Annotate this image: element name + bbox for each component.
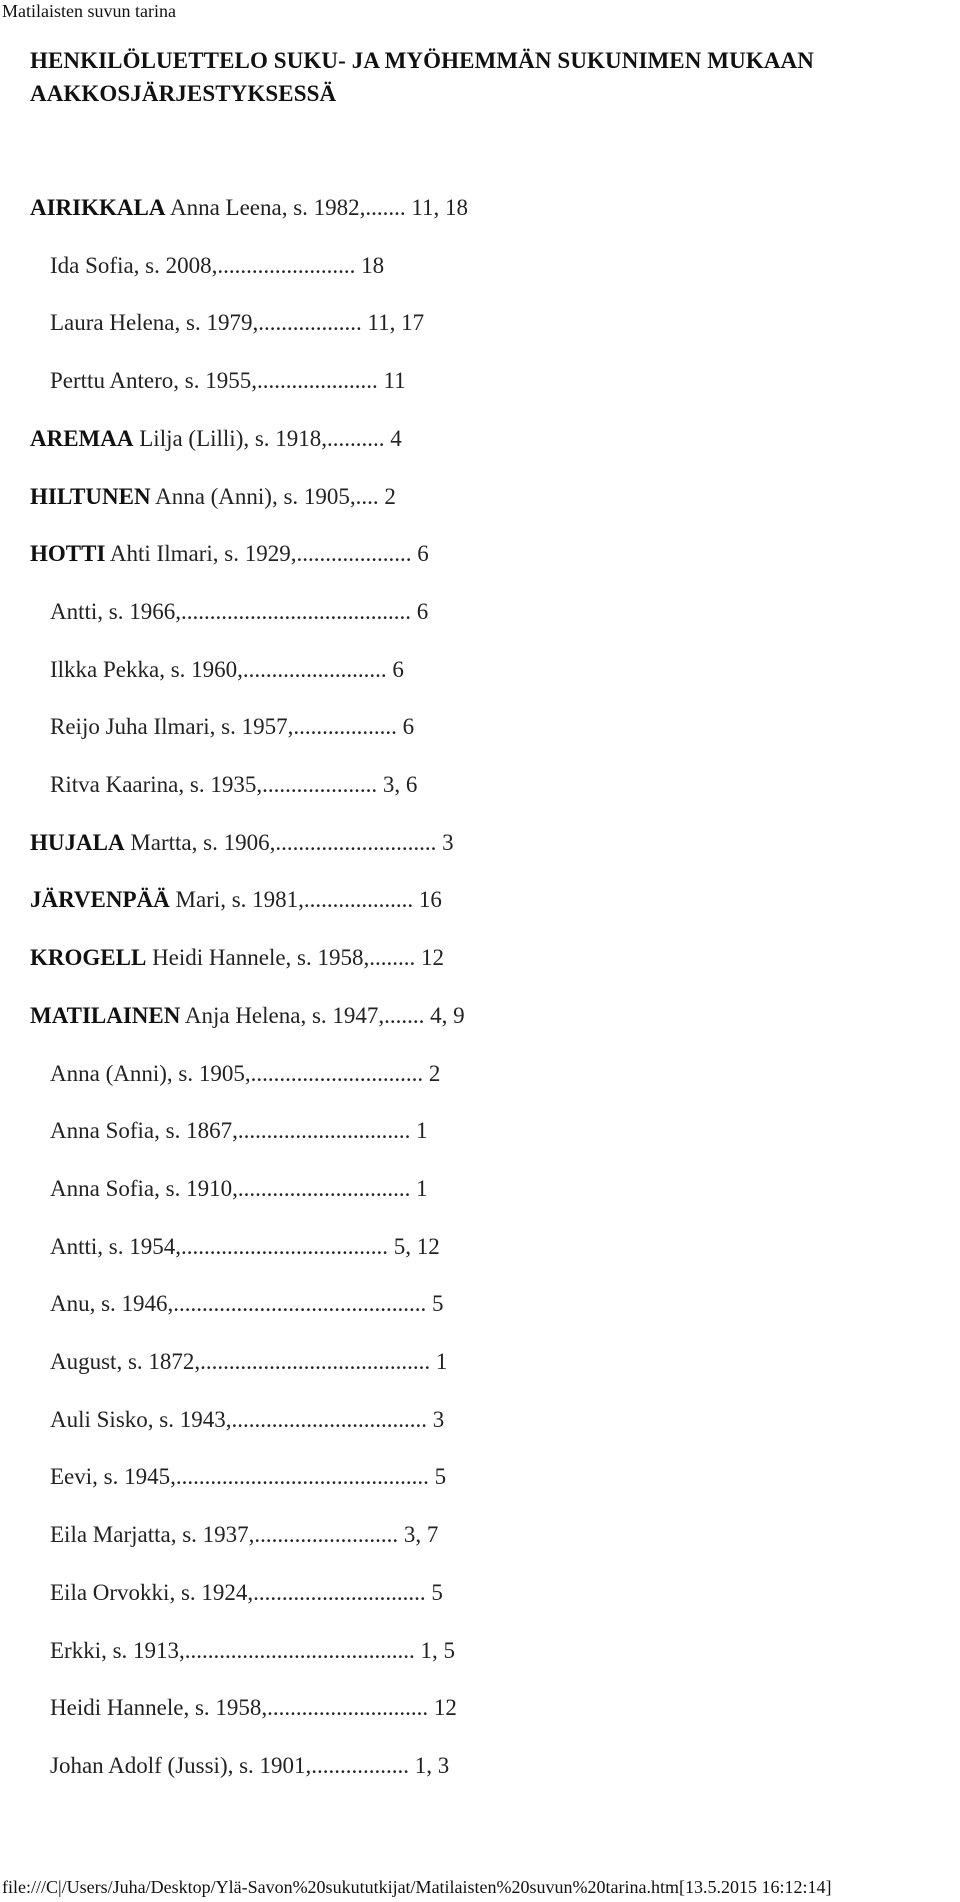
entry-details: Eevi, s. 1945,............................................ 5 — [50, 1464, 447, 1489]
index-entry — [50, 1059, 440, 1089]
index-entry — [50, 366, 406, 396]
entry-details: Mari, s. 1981,................... 16 — [175, 887, 442, 912]
index-entry-surname-group — [30, 539, 429, 569]
page-title — [30, 44, 814, 110]
index-entry — [50, 655, 404, 685]
entry-surname: JÄRVENPÄÄ — [30, 887, 170, 912]
entry-surname: HUJALA — [30, 830, 125, 855]
entry-details: Ahti Ilmari, s. 1929,.................... 6 — [109, 541, 429, 566]
entry-details: Anna (Anni), s. 1905,.... 2 — [155, 484, 396, 509]
entry-details: Eila Orvokki, s. 1924,.............................. 5 — [50, 1580, 443, 1605]
entry-details: Antti, s. 1954,.................................... 5, 12 — [50, 1234, 440, 1259]
page-header: Matilaisten suvun tarina — [2, 1, 176, 21]
entry-surname: KROGELL — [30, 945, 147, 970]
index-entry — [50, 1520, 438, 1550]
entry-details: Anna Sofia, s. 1867,.............................. 1 — [50, 1118, 428, 1143]
index-entry — [50, 1462, 446, 1492]
entry-details: Lilja (Lilli), s. 1918,.......... 4 — [139, 426, 402, 451]
index-entry — [50, 1636, 455, 1666]
page-title-line-1: HENKILÖLUETTELO SUKU- JA MYÖHEMMÄN SUKUNIMEN MUKAAN — [30, 48, 814, 73]
index-entry — [50, 1405, 444, 1435]
entry-details: Heidi Hannele, s. 1958,............................ 12 — [50, 1695, 457, 1720]
index-entry — [50, 1116, 428, 1146]
entry-details: Anja Helena, s. 1947,....... 4, 9 — [184, 1003, 465, 1028]
index-entry — [50, 712, 414, 742]
page-title-line-2: AAKKOSJÄRJESTYKSESSÄ — [30, 81, 337, 106]
index-entry — [50, 308, 424, 338]
index-entry — [50, 770, 417, 800]
entry-surname: AREMAA — [30, 426, 134, 451]
entry-details: Johan Adolf (Jussi), s. 1901,................. 1, 3 — [50, 1753, 450, 1778]
entry-details: Erkki, s. 1913,........................................ 1, 5 — [50, 1638, 456, 1663]
entry-details: Auli Sisko, s. 1943,.................................. 3 — [50, 1407, 445, 1432]
entry-details: August, s. 1872,........................................ 1 — [50, 1349, 448, 1374]
index-entry — [50, 1347, 447, 1377]
index-entry — [50, 251, 384, 281]
index-entry-surname-group — [30, 482, 396, 512]
entry-details: Laura Helena, s. 1979,.................. 11, 17 — [50, 310, 425, 335]
entry-details: Eila Marjatta, s. 1937,......................... 3, 7 — [50, 1522, 439, 1547]
entry-details: Anna (Anni), s. 1905,.............................. 2 — [50, 1061, 441, 1086]
entry-details: Ilkka Pekka, s. 1960,......................... 6 — [50, 657, 404, 682]
index-entry — [50, 1174, 428, 1204]
entry-details: Heidi Hannele, s. 1958,........ 12 — [152, 945, 444, 970]
index-entry — [50, 1232, 440, 1262]
entry-surname: HOTTI — [30, 541, 106, 566]
entry-details: Anu, s. 1946,............................................ 5 — [50, 1291, 444, 1316]
index-entry-surname-group — [30, 193, 468, 223]
index-entry-surname-group — [30, 1001, 465, 1031]
page-footer-url: file:///C|/Users/Juha/Desktop/Ylä-Savon%20sukututkijat/Matilaisten%20suvun%20tarina.htm[13.5.2015 16:12:14] — [2, 1877, 832, 1897]
index-entry-surname-group — [30, 424, 402, 454]
entry-details: Ritva Kaarina, s. 1935,.................... 3, 6 — [50, 772, 418, 797]
entry-details: Ida Sofia, s. 2008,........................ 18 — [50, 253, 385, 278]
index-entry — [50, 597, 428, 627]
index-entry — [50, 1578, 443, 1608]
entry-details: Reijo Juha Ilmari, s. 1957,.................. 6 — [50, 714, 415, 739]
entry-surname: AIRIKKALA — [30, 195, 166, 220]
index-entry — [50, 1289, 444, 1319]
entry-details: Martta, s. 1906,............................ 3 — [130, 830, 454, 855]
index-entry — [50, 1693, 457, 1723]
entry-surname: MATILAINEN — [30, 1003, 181, 1028]
index-entry-surname-group — [30, 885, 442, 915]
entry-details: Antti, s. 1966,........................................ 6 — [50, 599, 429, 624]
entry-details: Anna Sofia, s. 1910,.............................. 1 — [50, 1176, 428, 1201]
entry-surname: HILTUNEN — [30, 484, 151, 509]
index-entry-surname-group — [30, 828, 454, 858]
entry-details: Anna Leena, s. 1982,....... 11, 18 — [169, 195, 469, 220]
index-entry — [50, 1751, 449, 1781]
entry-details: Perttu Antero, s. 1955,..................... 11 — [50, 368, 406, 393]
index-entry-surname-group — [30, 943, 444, 973]
